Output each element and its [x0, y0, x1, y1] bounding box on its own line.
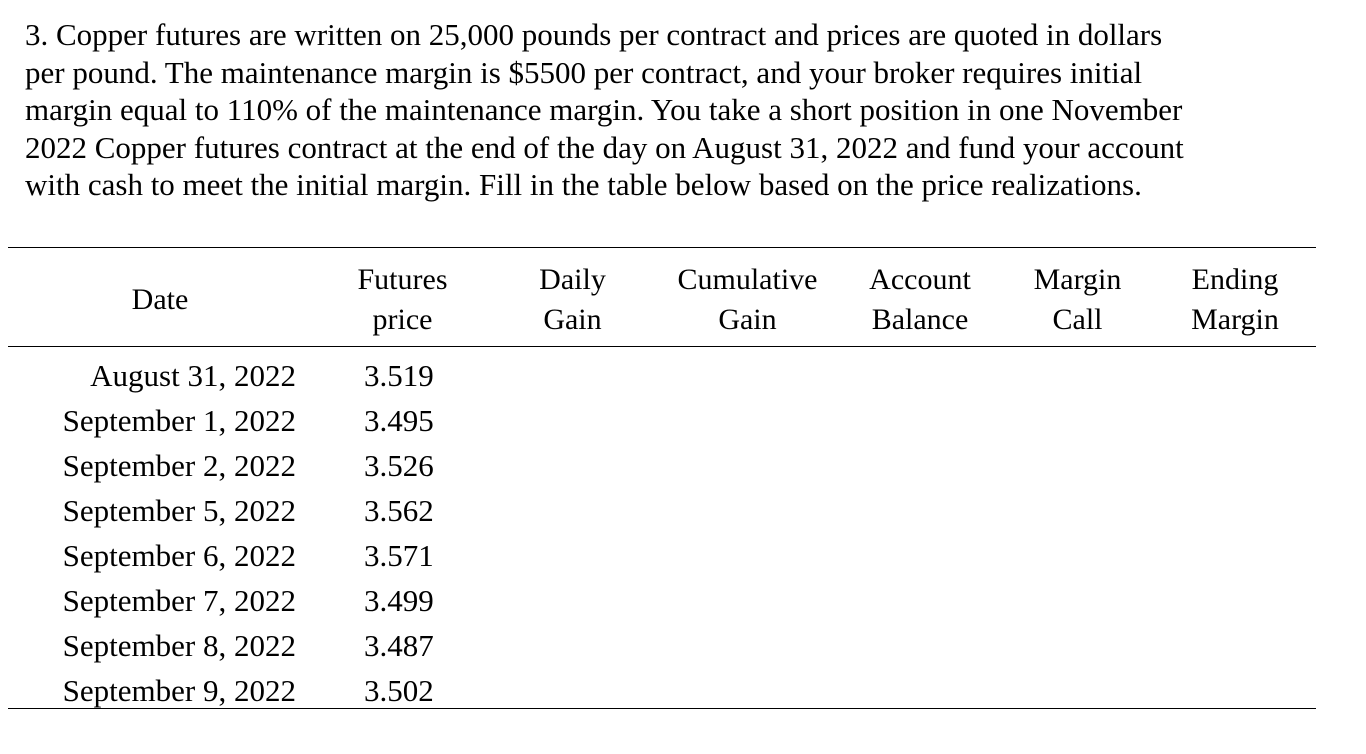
header-daily-gain-line1: Daily	[539, 263, 606, 296]
table-row	[0, 581, 1366, 626]
table-row	[0, 491, 1366, 536]
problem-line: 3. Copper futures are written on 25,000 pounds per contract and prices are quoted in dollars	[25, 17, 1163, 52]
table-row	[0, 446, 1366, 491]
table-bottom-rule	[8, 708, 1316, 709]
header-date	[90, 280, 230, 320]
table-top-rule	[8, 247, 1316, 248]
header-account-balance	[850, 260, 990, 340]
row-date: September 6, 2022	[62, 538, 296, 573]
row-futures-price: 3.495	[364, 403, 434, 438]
row-date: September 1, 2022	[62, 403, 296, 438]
problem-statement	[25, 16, 1345, 204]
table-row	[0, 536, 1366, 581]
header-daily-gain-line2: Gain	[543, 303, 602, 336]
header-margin-call	[1010, 260, 1145, 340]
header-futures-price-line2: price	[372, 303, 433, 336]
header-date-label: Date	[131, 283, 189, 316]
header-ending-margin	[1170, 260, 1300, 340]
problem-line: with cash to meet the initial margin. Fill in the table below based on the price realizations.	[25, 167, 1142, 202]
header-account-balance-line2: Balance	[871, 303, 969, 336]
problem-line: 2022 Copper futures contract at the end of the day on August 31, 2022 and fund your account	[25, 129, 1184, 165]
row-date: August 31, 2022	[90, 358, 296, 393]
row-date: September 5, 2022	[62, 493, 296, 528]
table-row	[0, 626, 1366, 671]
header-margin-call-line2: Call	[1052, 303, 1103, 336]
table-row	[0, 671, 1366, 716]
header-ending-margin-line1: Ending	[1191, 263, 1279, 296]
table-header-rule	[8, 346, 1316, 347]
header-margin-call-line1: Margin	[1033, 263, 1122, 296]
row-futures-price: 3.499	[364, 583, 434, 618]
table-row	[0, 401, 1366, 446]
table-body	[0, 356, 1366, 716]
row-futures-price: 3.526	[364, 448, 434, 483]
row-futures-price: 3.487	[364, 628, 434, 663]
row-date: September 9, 2022	[62, 673, 296, 708]
header-cumulative-gain	[660, 260, 835, 340]
header-cumulative-gain-line2: Gain	[718, 303, 777, 336]
row-futures-price: 3.519	[364, 358, 434, 393]
header-daily-gain	[520, 260, 625, 340]
header-futures-price-line1: Futures	[357, 263, 448, 296]
header-ending-margin-line2: Margin	[1191, 303, 1279, 336]
header-account-balance-line1: Account	[869, 263, 971, 296]
row-futures-price: 3.571	[364, 538, 434, 573]
row-date: September 7, 2022	[62, 583, 296, 618]
row-futures-price: 3.562	[364, 493, 434, 528]
table-row	[0, 356, 1366, 401]
problem-line: margin equal to 110% of the maintenance margin. You take a short position in one November	[25, 92, 1183, 127]
row-futures-price: 3.502	[364, 673, 434, 708]
row-date: September 8, 2022	[62, 628, 296, 663]
row-date: September 2, 2022	[62, 448, 296, 483]
header-futures-price	[345, 260, 460, 340]
header-cumulative-gain-line1: Cumulative	[677, 263, 818, 296]
problem-line: per pound. The maintenance margin is $5500 per contract, and your broker requires initial	[25, 54, 1143, 90]
